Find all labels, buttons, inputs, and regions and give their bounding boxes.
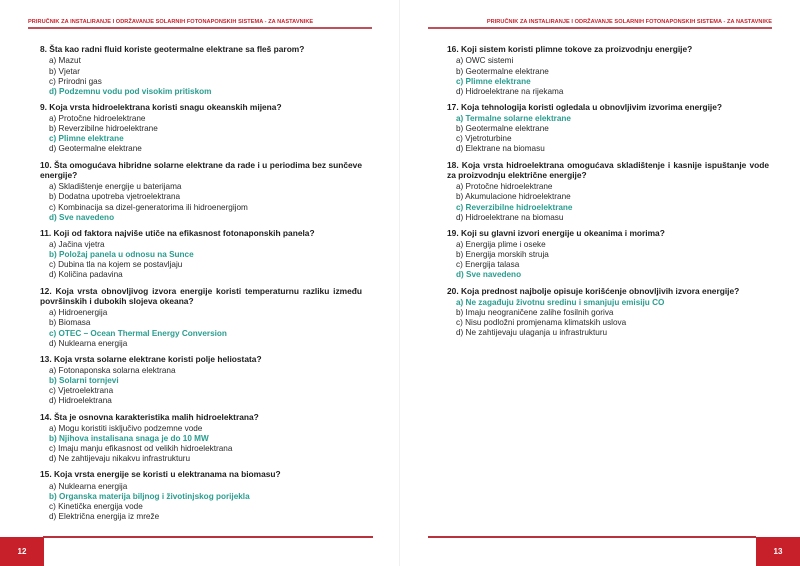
answer-option: d) Elektrane na biomasu <box>456 144 545 154</box>
answer-option: a) Hidroenergija <box>49 308 108 318</box>
answer-option: b) Akumulacione hidroelektrane <box>456 192 571 202</box>
question-item <box>40 469 362 522</box>
question-text: 12. Koja vrsta obnovljivog izvora energije koristi temperaturnu razliku između površinskih i dubokih slojeva okeana? <box>40 285 362 306</box>
answer-options <box>456 114 769 154</box>
question-list <box>447 44 769 343</box>
question-text: 15. Koja vrsta energije se koristi u elektranama na biomasu? <box>40 469 281 480</box>
answer-option: d) Količina padavina <box>49 270 123 280</box>
answer-option: b) Imaju neograničene zalihe fosilnih goriva <box>456 308 614 318</box>
answer-option-correct: b) Organska materija biljnog i životinjskog porijekla <box>49 491 250 501</box>
answer-options <box>49 56 362 96</box>
answer-option: c) Prirodni gas <box>49 76 102 86</box>
answer-option: b) Reverzibilne hidroelektrane <box>49 124 158 134</box>
answer-option: a) Fotonaponska solarna elektrana <box>49 366 176 376</box>
question-item <box>447 160 769 223</box>
footer-divider <box>43 536 373 538</box>
answer-option: d) Hidroelektrane na rijekama <box>456 86 564 96</box>
answer-option: a) Mogu koristiti isključivo podzemne vode <box>49 423 203 433</box>
question-item <box>40 228 362 281</box>
question-item <box>40 412 362 465</box>
page-right <box>400 0 800 566</box>
question-text: 11. Koji od faktora najviše utiče na efikasnost fotonaponskih panela? <box>40 227 315 238</box>
answer-option: c) Nisu podložni promjenama klimatskih uslova <box>456 318 627 328</box>
answer-option: c) Imaju manju efikasnost od velikih hidroelektrana <box>49 444 233 454</box>
answer-options <box>49 182 362 222</box>
answer-option: a) OWC sistemi <box>456 56 514 66</box>
answer-option-correct: a) Termalne solarne elektrane <box>456 114 571 124</box>
answer-option: a) Jačina vjetra <box>49 240 105 250</box>
answer-options <box>456 56 769 96</box>
answer-option: d) Električna energija iz mreže <box>49 511 160 521</box>
question-text: 16. Koji sistem koristi plimne tokove za proizvodnju energije? <box>447 44 693 54</box>
answer-option-correct: d) Sve navedeno <box>49 212 115 222</box>
question-text: 18. Koja vrsta hidroelektrana omogućava skladištenje i kasnije ispuštanje vode za proizvodnju električne energije? <box>447 159 769 180</box>
question-item <box>40 160 362 223</box>
answer-option: d) Hidroelektrana <box>49 396 112 406</box>
question-text: 10. Šta omogućava hibridne solarne elektrane da rade i u periodima bez sunčeve energije? <box>40 159 362 180</box>
answer-option: b) Geotermalne elektrane <box>456 66 549 76</box>
answer-option-correct: c) Plimne elektrane <box>456 76 531 86</box>
answer-option: c) Dubina tla na kojem se postavljaju <box>49 260 183 270</box>
question-item <box>447 102 769 155</box>
question-item <box>447 286 769 339</box>
answer-option: b) Energija morskih struja <box>456 250 549 260</box>
answer-option-correct: c) Reverzibilne hidroelektrane <box>456 202 573 212</box>
answer-options <box>456 240 769 280</box>
answer-option-correct: a) Ne zagađuju životnu sredinu i smanjuju emisiju CO <box>456 297 665 307</box>
running-header: PRIRUČNIK ZA INSTALIRANJE I ODRŽAVANJE SOLARNIH FOTONAPONSKIH SISTEMA - ZA NASTAVNIKE <box>28 19 314 25</box>
question-item <box>40 102 362 155</box>
answer-option-correct: c) OTEC – Ocean Thermal Energy Conversion <box>49 328 227 338</box>
answer-option-correct: b) Solarni tornjevi <box>49 376 119 386</box>
question-item <box>40 286 362 349</box>
answer-option: c) Kinetička energija vode <box>49 501 143 511</box>
question-text: 8. Šta kao radni fluid koriste geotermalne elektrane sa fleš parom? <box>40 44 305 54</box>
answer-option: d) Ne zahtijevaju nikakvu infrastrukturu <box>49 454 191 464</box>
page-number: 13 <box>756 537 800 566</box>
answer-options <box>456 182 769 222</box>
answer-option: c) Kombinacija sa dizel-generatorima ili hidroenergijom <box>49 202 248 212</box>
answer-options <box>49 308 362 348</box>
answer-option-correct: d) Sve navedeno <box>456 270 522 280</box>
question-text: 20. Koja prednost najbolje opisuje korišćenje obnovljivih izvora energije? <box>447 285 740 296</box>
answer-option: b) Dodatna upotreba vjetroelektrana <box>49 192 181 202</box>
answer-option: a) Skladištenje energije u baterijama <box>49 182 182 192</box>
question-item <box>447 44 769 97</box>
question-list <box>40 44 362 527</box>
answer-options <box>49 114 362 154</box>
answer-option: a) Nuklearna energija <box>49 481 128 491</box>
answer-option: b) Geotermalne elektrane <box>456 124 549 134</box>
question-item <box>40 44 362 97</box>
footer-divider <box>428 536 756 538</box>
answer-option: a) Protočne hidroelektrane <box>456 182 553 192</box>
answer-option: d) Ne zahtijevaju ulaganja u infrastrukturu <box>456 328 608 338</box>
header-divider <box>428 27 772 29</box>
answer-option: d) Geotermalne elektrane <box>49 144 142 154</box>
question-text: 14. Šta je osnovna karakteristika malih hidroelektrana? <box>40 411 259 422</box>
answer-options <box>456 298 769 338</box>
running-header: PRIRUČNIK ZA INSTALIRANJE I ODRŽAVANJE SOLARNIH FOTONAPONSKIH SISTEMA - ZA NASTAVNIKE <box>486 19 772 25</box>
answer-option-correct: c) Plimne elektrane <box>49 134 124 144</box>
question-item <box>447 228 769 281</box>
answer-option: a) Energija plime i oseke <box>456 240 546 250</box>
answer-option-correct: d) Podzemnu vodu pod visokim pritiskom <box>49 86 212 96</box>
question-item <box>40 354 362 407</box>
answer-options <box>49 424 362 464</box>
answer-option: d) Nuklearna energija <box>49 338 128 348</box>
spine-divider <box>399 0 400 566</box>
answer-options <box>49 366 362 406</box>
answer-option: a) Mazut <box>49 56 81 66</box>
page-number: 12 <box>0 537 44 566</box>
answer-option-correct: b) Njihova instalisana snaga je do 10 MW <box>49 434 209 443</box>
question-text: 13. Koja vrsta solarne elektrane koristi polje heliostata? <box>40 353 262 364</box>
answer-option: b) Biomasa <box>49 318 91 328</box>
question-text: 17. Koja tehnologija koristi ogledala u obnovljivim izvorima energije? <box>447 101 723 112</box>
answer-option: c) Vjetroturbine <box>456 134 512 144</box>
answer-option: b) Vjetar <box>49 66 80 76</box>
answer-options <box>49 240 362 280</box>
question-text: 9. Koja vrsta hidroelektrana koristi snagu okeanskih mijena? <box>40 101 282 112</box>
header-divider <box>28 27 372 29</box>
answer-option: d) Hidroelektrane na biomasu <box>456 212 564 222</box>
question-text: 19. Koji su glavni izvori energije u okeanima i morima? <box>447 227 665 238</box>
answer-option: a) Protočne hidroelektrane <box>49 114 146 124</box>
answer-options <box>49 482 362 522</box>
answer-option: c) Energija talasa <box>456 260 520 270</box>
answer-option-correct: b) Položaj panela u odnosu na Sunce <box>49 250 194 260</box>
answer-option: c) Vjetroelektrana <box>49 386 114 396</box>
